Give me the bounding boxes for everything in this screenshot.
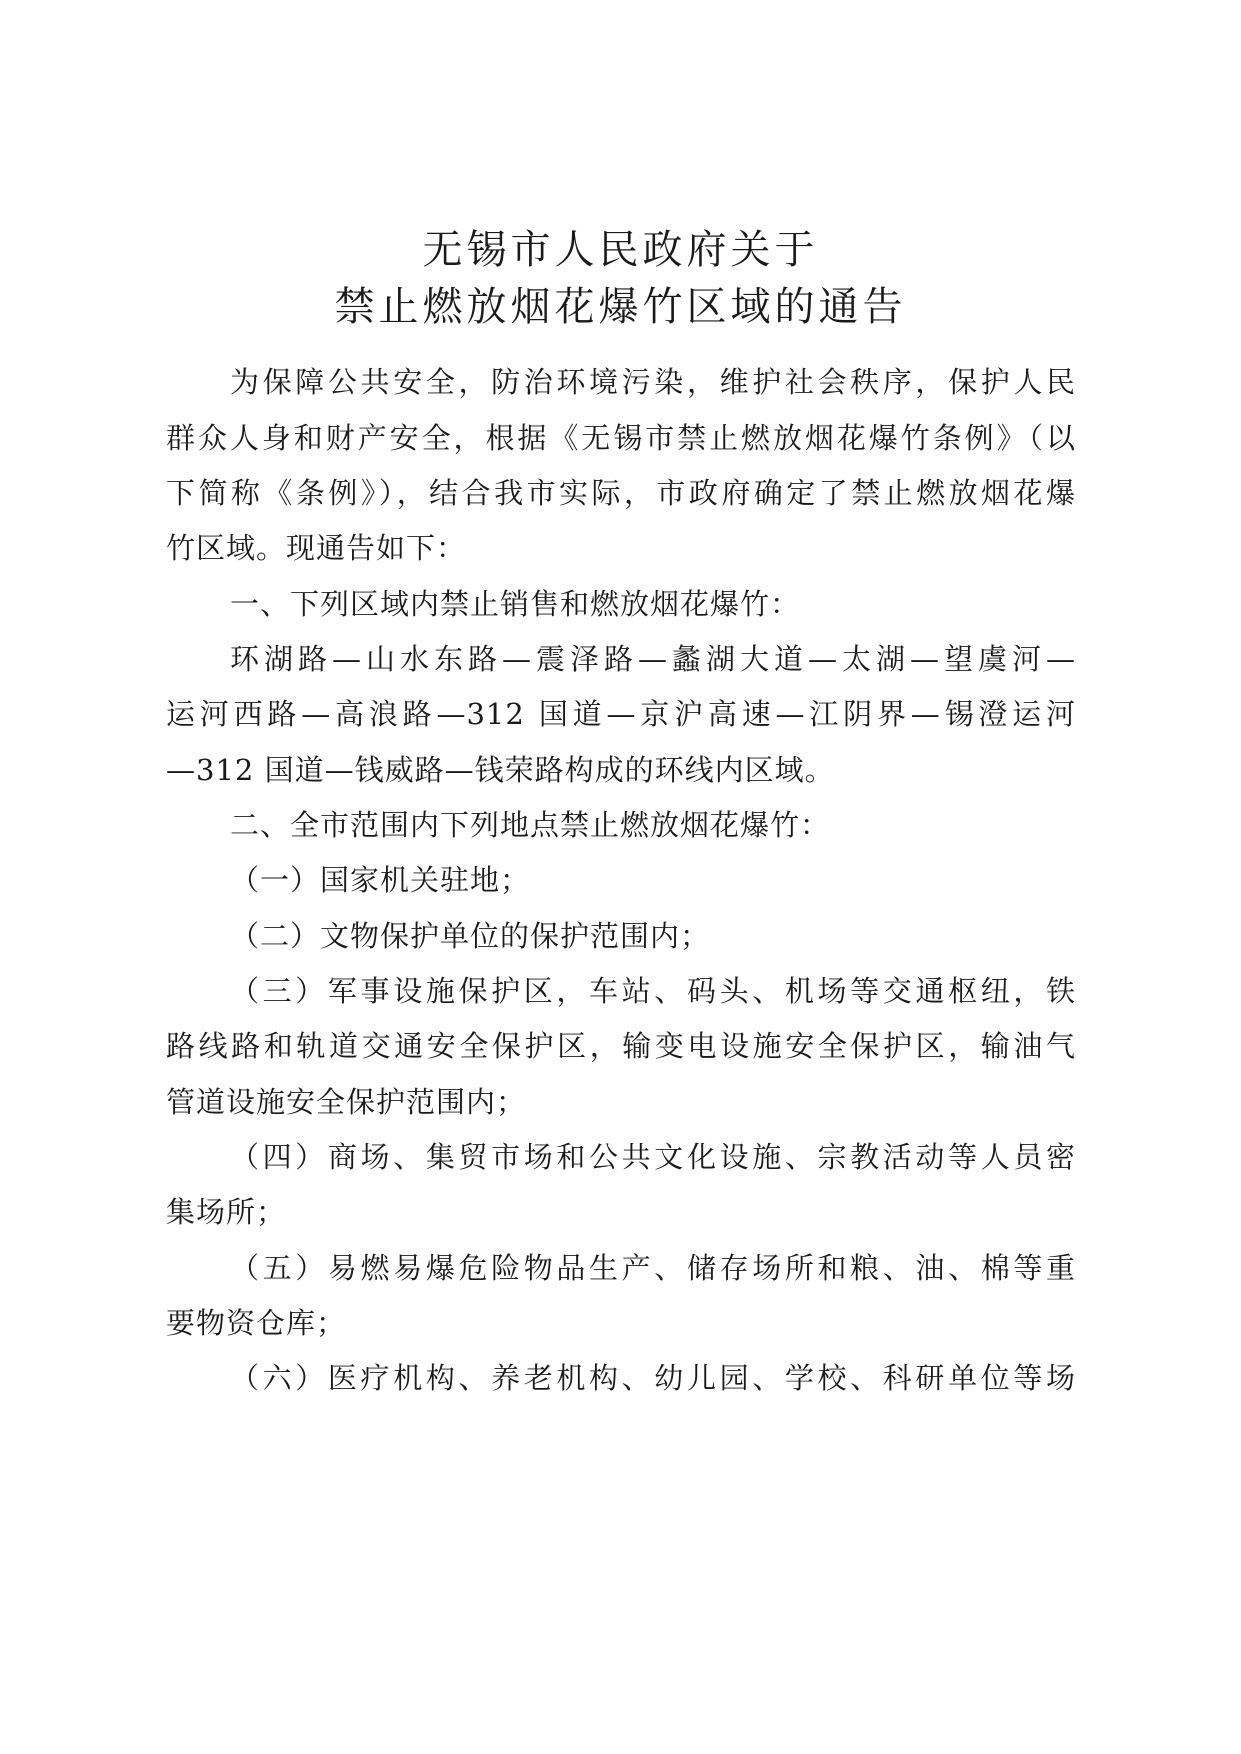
paragraph-line: 要物资仓库； [166,1306,347,1340]
paragraph-line: 集场所； [166,1195,287,1229]
paragraph-line: —312 国道—钱威路—钱荣路构成的环线内区域。 [166,753,835,787]
paragraph-line: 管道设施安全保护范围内； [166,1085,527,1119]
section-heading: 二、全市范围内下列地点禁止燃放烟花爆竹： [230,808,831,842]
list-item: （四）商场、集贸市场和公共文化设施、宗教活动等人员密 [230,1140,1076,1174]
list-item: （六）医疗机构、养老机构、幼儿园、学校、科研单位等场 [230,1361,1076,1395]
list-item: （五）易燃易爆危险物品生产、储存场所和粮、油、棉等重 [230,1251,1076,1285]
paragraph-line: 竹区域。现通告如下： [166,531,467,565]
list-item: （二）文物保护单位的保护范围内； [230,919,711,953]
section-heading: 一、下列区域内禁止销售和燃放烟花爆竹： [230,587,801,621]
list-item: （一）国家机关驻地； [230,863,531,897]
paragraph-line: 路线路和轨道交通安全保护区，输变电设施安全保护区，输油气 [166,1029,1076,1063]
paragraph-line: 环湖路—山水东路—震泽路—蠡湖大道—太湖—望虞河— [230,642,1076,676]
document-title-line-1: 无锡市人民政府关于 [422,227,819,273]
list-item: （三）军事设施保护区，车站、码头、机场等交通枢纽，铁 [230,974,1076,1008]
paragraph-line: 运河西路—高浪路—312 国道—京沪高速—江阴界—锡澄运河 [166,697,1076,731]
document-title-line-2: 禁止燃放烟花爆竹区域的通告 [334,284,907,330]
paragraph-line: 群众人身和财产安全，根据《无锡市禁止燃放烟花爆竹条例》（以 [166,421,1076,455]
paragraph-line: 为保障公共安全，防治环境污染，维护社会秩序，保护人民 [230,365,1076,399]
paragraph-line: 下简称《条例》），结合我市实际，市政府确定了禁止燃放烟花爆 [166,476,1076,510]
